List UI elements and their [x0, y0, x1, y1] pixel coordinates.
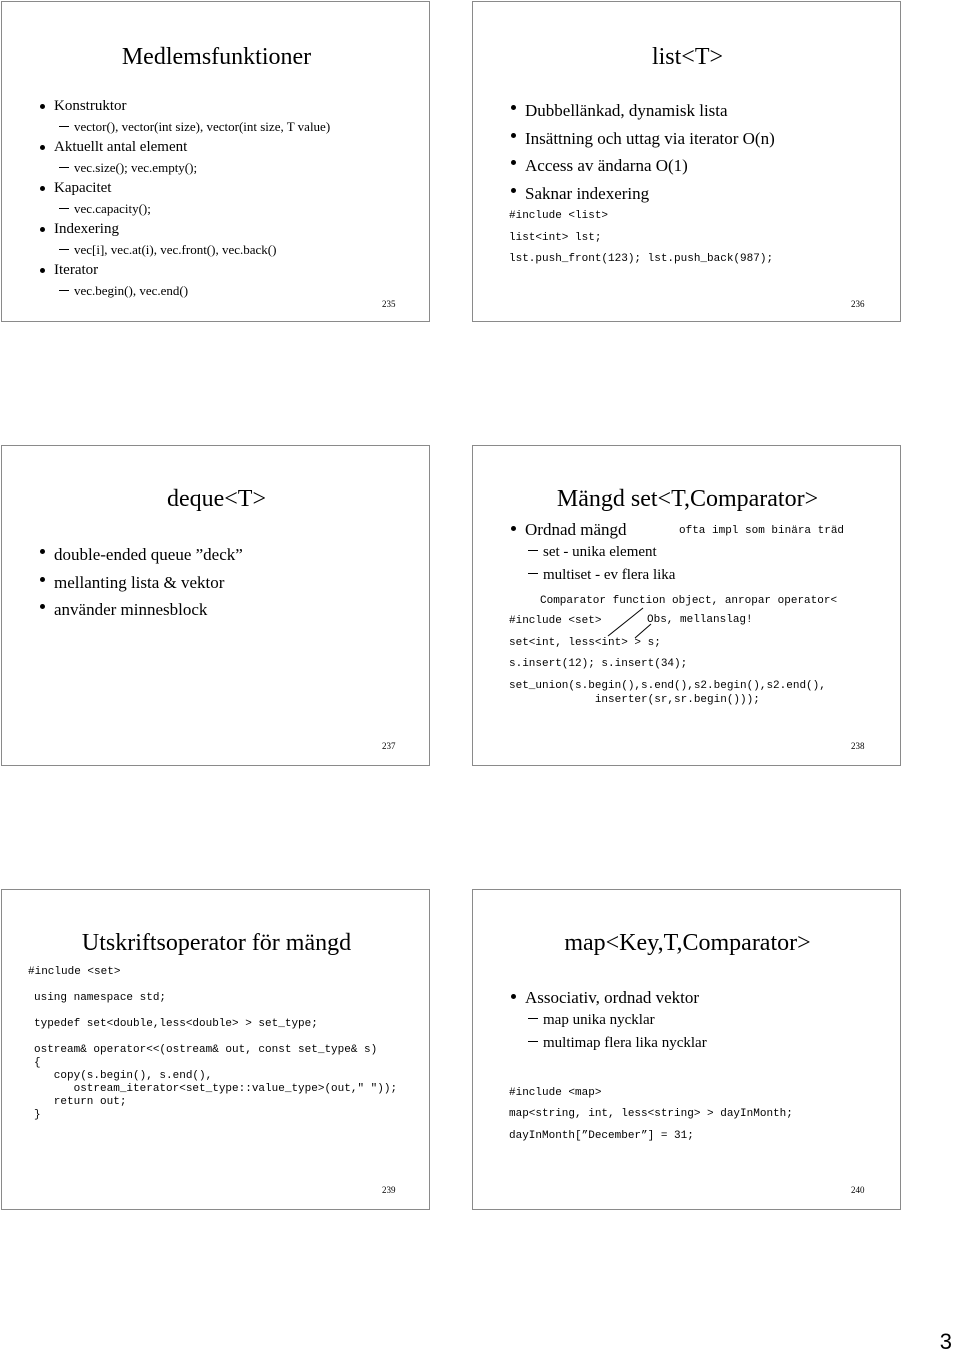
bullet-list [525, 97, 775, 207]
list-item: Dubbellänkad, dynamisk lista [525, 97, 775, 125]
arrow-comparator [608, 608, 643, 636]
slide-236 [472, 1, 901, 322]
code-line: ostream_iterator<set_type::value_type>(out," ")); [34, 1083, 398, 1095]
slide-number: 238 [851, 741, 865, 751]
code-line: map<string, int, less<string> > dayInMonth; [509, 1108, 793, 1120]
callout-arrows [473, 446, 902, 767]
list-item: Indexering [54, 219, 330, 240]
note-space: Obs, mellanslag! [647, 614, 753, 626]
slide-239 [1, 889, 430, 1210]
list-item: Kapacitet [54, 178, 330, 199]
code-line: typedef set<double,less<double> > set_type; [34, 1018, 318, 1030]
list-item: vec.begin(), vec.end() [74, 281, 330, 302]
bullet-list [54, 541, 243, 624]
list-item: mellanting lista & vektor [54, 569, 243, 597]
slide-title: list<T> [651, 44, 724, 70]
list-item: set - unika element [543, 541, 675, 564]
slide-237 [1, 445, 430, 766]
slide-number: 236 [851, 299, 865, 309]
slide-235 [1, 1, 430, 322]
code-line: s.insert(12); s.insert(34); [509, 658, 688, 670]
code-line: ostream& operator<<(ostream& out, const set_type& s) [34, 1044, 378, 1056]
code-line: inserter(sr,sr.begin())); [509, 694, 760, 706]
slide-number: 239 [382, 1185, 396, 1195]
bullet-list [54, 96, 330, 301]
list-item: Access av ändarna O(1) [525, 152, 775, 180]
slide-title: Utskriftsoperator för mängd [81, 930, 352, 956]
list-item: map unika nycklar [543, 1009, 707, 1032]
code-line: using namespace std; [34, 992, 167, 1004]
page-number: 3 [939, 1329, 952, 1354]
slide-240 [472, 889, 901, 1210]
slide-238 [472, 445, 901, 766]
code-line: lst.push_front(123); lst.push_back(987); [509, 253, 774, 265]
list-item: multimap flera lika nycklar [543, 1032, 707, 1055]
list-item: använder minnesblock [54, 596, 243, 624]
slide-number: 237 [382, 741, 396, 751]
list-item: Insättning och uttag via iterator O(n) [525, 125, 775, 153]
code-line: #include <map> [509, 1087, 602, 1099]
code-line: dayInMonth[”December”] = 31; [509, 1130, 694, 1142]
slide-number: 235 [382, 299, 396, 309]
code-line: #include <set> [509, 615, 602, 627]
list-item: multiset - ev flera lika [543, 564, 675, 587]
slide-title: map<Key,T,Comparator> [564, 930, 811, 956]
list-item: vec[i], vec.at(i), vec.front(), vec.back() [74, 240, 330, 261]
list-item: vec.capacity(); [74, 199, 330, 220]
list-item: Iterator [54, 260, 330, 281]
list-item: vector(), vector(int size), vector(int size, T value) [74, 117, 330, 138]
note-tree: ofta impl som binära träd [679, 525, 845, 537]
list-item: Ordnad mängd [525, 518, 675, 541]
arrow-space [635, 624, 651, 638]
code-line: set_union(s.begin(),s.end(),s2.begin(),s2.end(), [509, 680, 826, 692]
note-comparator: Comparator function object, anropar operator< [540, 595, 838, 607]
code-line: #include <set> [28, 966, 121, 978]
bullet-list [525, 986, 707, 1055]
code-line: set<int, less<int> > s; [509, 637, 661, 649]
list-item: Konstruktor [54, 96, 330, 117]
slide-number: 240 [851, 1185, 865, 1195]
slide-title: Medlemsfunktioner [121, 44, 312, 70]
code-line: #include <list> [509, 210, 609, 222]
list-item: double-ended queue ”deck” [54, 541, 243, 569]
code-line: list<int> lst; [509, 232, 602, 244]
list-item: Saknar indexering [525, 180, 775, 208]
list-item: Associativ, ordnad vektor [525, 986, 707, 1009]
list-item: vec.size(); vec.empty(); [74, 158, 330, 179]
code-line: return out; [34, 1096, 127, 1108]
slide-title: deque<T> [166, 486, 267, 512]
list-item: Aktuellt antal element [54, 137, 330, 158]
code-line: } [34, 1109, 41, 1121]
code-line: copy(s.begin(), s.end(), [34, 1070, 213, 1082]
slide-title: Mängd set<T,Comparator> [556, 486, 819, 512]
code-line: { [34, 1057, 41, 1069]
